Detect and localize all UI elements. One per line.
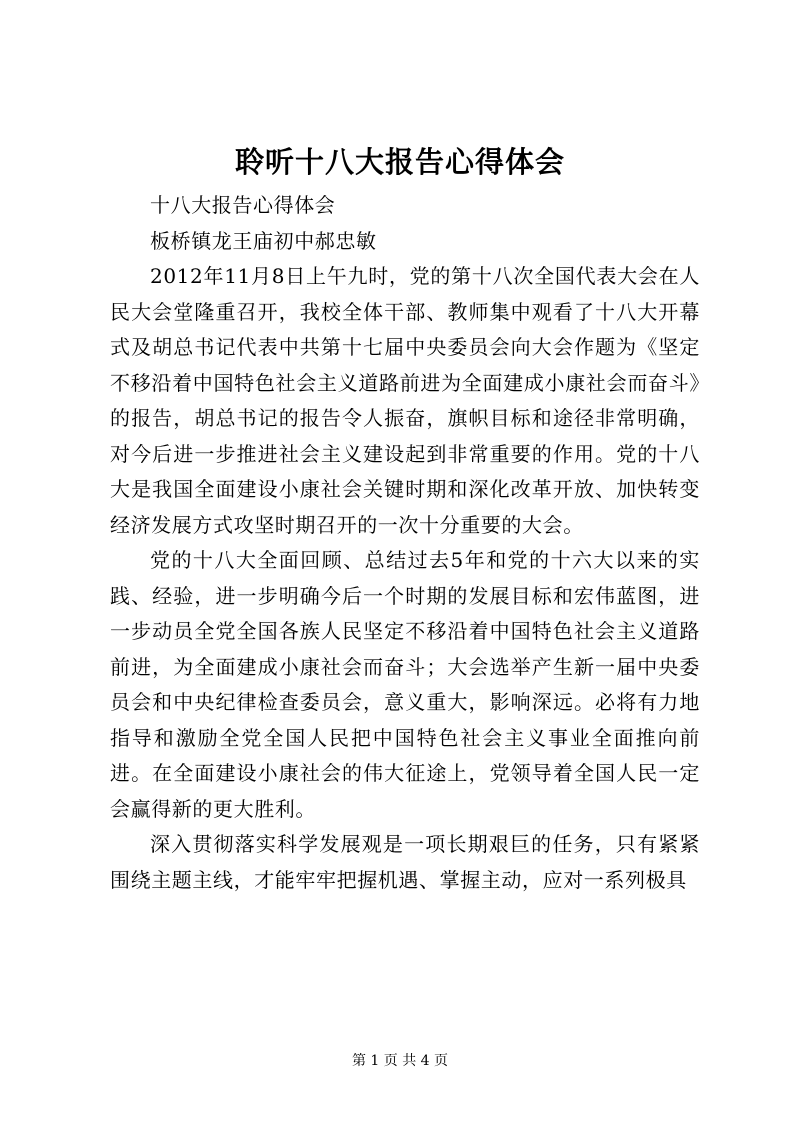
body-paragraph-1: 2012年11月8日上午九时，党的第十八次全国代表大会在人民大会堂隆重召开，我校全体干部、教师集中观看了十八大开幕式及胡总书记代表中共第十七届中央委员会向大会作题为《坚定不移沿着中国特色社会主义道路前进为全面建成小康社会而奋斗》的报告，胡总书记的报告令人振奋，旗帜目标和途径非常明确，对今后进一步推进社会主义建设起到非常重要的作用。党的十八大是我国全面建设小康社会关键时期和深化改革开放、加快转变经济发展方式攻坚时期召开的一次十分重要的大会。 <box>110 264 700 537</box>
body-paragraph-2: 党的十八大全面回顾、总结过去5年和党的十六大以来的实践、经验，进一步明确今后一个时期的发展目标和宏伟蓝图，进一步动员全党全国各族人民坚定不移沿着中国特色社会主义道路前进，为全面建成小康社会而奋斗；大会选举产生新一届中央委员会和中央纪律检查委员会，意义重大，影响深远。必将有力地指导和激励全党全国人民把中国特色社会主义事业全面推向前进。在全面建设小康社会的伟大征途上，党领导着全国人民一定会赢得新的更大胜利。 <box>110 548 700 821</box>
page-title: 聆听十八大报告心得体会 <box>234 145 565 179</box>
subtitle-paragraph: 十八大报告心得体会 <box>150 193 336 217</box>
author-paragraph: 板桥镇龙王庙初中郝忠敏 <box>150 228 377 253</box>
body-paragraph-3: 深入贯彻落实科学发展观是一项长期艰巨的任务，只有紧紧围绕主题主线，才能牢牢把握机遇、掌握主动，应对一系列极具 <box>110 832 700 892</box>
page-number-footer: 第 1 页 共 4 页 <box>351 1053 449 1069</box>
document-body <box>110 188 700 898</box>
